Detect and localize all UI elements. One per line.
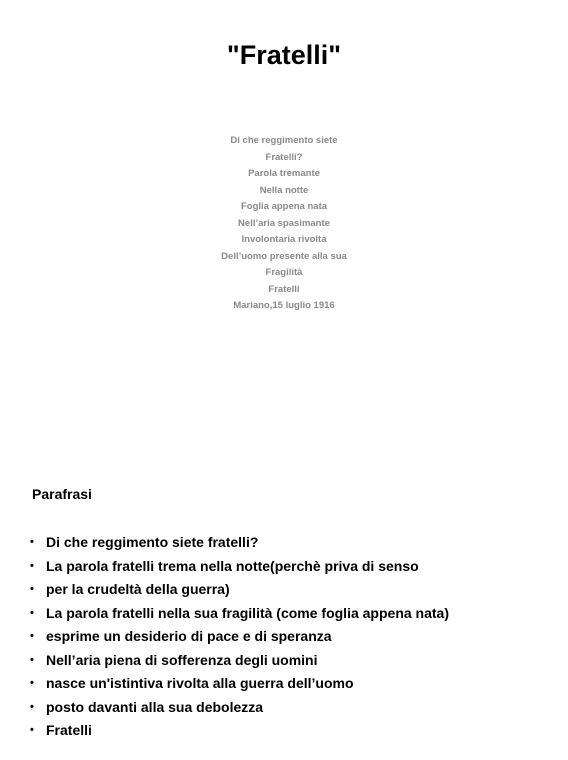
bullet-icon: •: [30, 724, 34, 736]
poem-block: [0, 133, 568, 315]
bullet-icon: •: [30, 559, 34, 572]
list-item: [30, 696, 560, 720]
list-item: [30, 578, 560, 602]
list-item-text: La parola fratelli nella sua fragilità (come foglia appena nata): [46, 604, 449, 621]
list-item-text: Fratelli: [46, 722, 92, 738]
poem-line: Fragilità: [265, 267, 303, 278]
list-item-text: nasce un'istintiva rivolta alla guerra dell’uomo: [46, 675, 354, 691]
poem-date-line: Mariano,15 luglio 1916: [233, 300, 335, 311]
bullet-icon: •: [30, 583, 34, 595]
list-item-text: posto davanti alla sua debolezza: [46, 698, 264, 715]
list-item-text: per la crudeltà della guerra): [46, 581, 230, 597]
list-item: [30, 672, 560, 696]
poem-line: Parola tremante: [248, 168, 320, 179]
list-item-text: esprime un desiderio di pace e di speranza: [46, 628, 332, 644]
poem-line: Dell’uomo presente alla sua: [221, 250, 347, 262]
slide-title: "Fratelli": [226, 40, 342, 70]
poem-line: Fratelli: [268, 283, 300, 295]
bullet-icon: •: [30, 536, 34, 548]
list-item: [30, 555, 560, 579]
paraphrase-list: [30, 531, 560, 743]
list-item: [30, 531, 560, 555]
list-item-text: Nell’aria piena di sofferenza degli uomini: [46, 651, 318, 668]
list-item-text: Di che reggimento siete fratelli?: [46, 534, 259, 550]
bullet-icon: •: [30, 606, 34, 619]
bullet-icon: •: [30, 630, 34, 642]
list-item-text: La parola fratelli trema nella notte(perchè priva di senso: [46, 557, 419, 574]
bullet-icon: •: [30, 700, 34, 713]
bullet-icon: •: [30, 677, 34, 689]
poem-line: Di che reggimento siete: [230, 135, 338, 146]
list-item: [30, 649, 560, 673]
poem-line: Foglia appena nata: [240, 201, 328, 212]
list-item: [30, 602, 560, 626]
poem-line: Nella notte: [259, 184, 309, 196]
poem-line: Involontaria rivolta: [241, 234, 327, 245]
bullet-icon: •: [30, 653, 34, 666]
list-item: [30, 625, 560, 649]
poem-line: Nell’aria spasimante: [238, 217, 330, 229]
paraphrase-heading: Parafrasi: [32, 486, 92, 502]
list-item: [30, 719, 560, 743]
poem-line: Fratelli?: [265, 151, 303, 163]
